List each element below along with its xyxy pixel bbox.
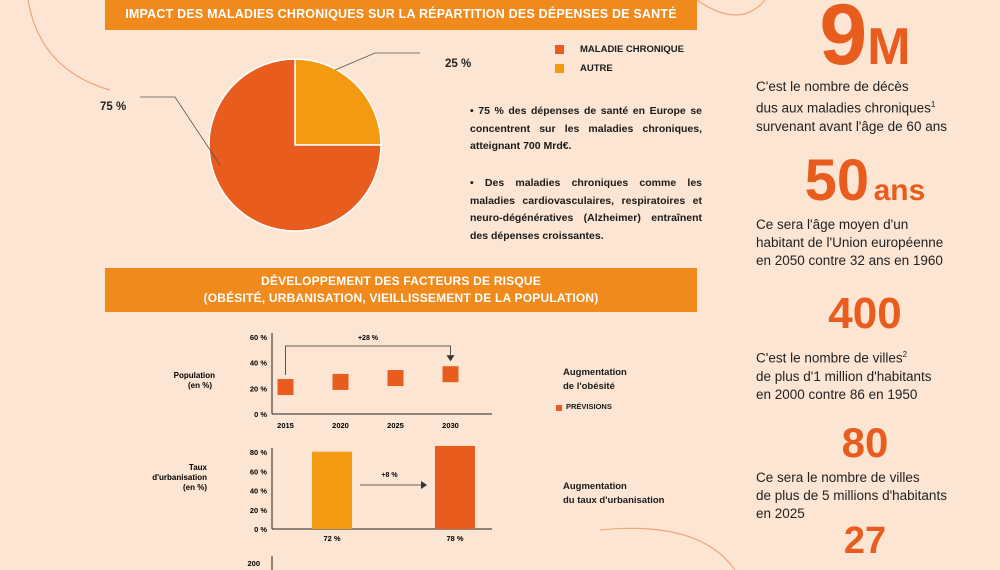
stat-age-line3: en 2050 contre 32 ans en 1960 [756,253,943,268]
obesity-ytick-label: 0 % [254,410,267,419]
stat-megacities-line2: de plus de 5 millions d'habitants [756,488,947,503]
population-ageing-chart [160,552,520,570]
obesity-point [333,374,349,390]
legend-swatch-other [555,64,564,73]
urbanisation-ytick-label: 20 % [249,505,267,515]
urbanisation-bar [435,446,475,529]
pie-note-2: • Des maladies chroniques comme les maladies cardiovasculaires, respiratoires et neuro-dégénératives (Alzheimer) entraînent des dépenses croissantes. [470,177,702,242]
stat-deaths-line3: survenant avant l'âge de 60 ans [756,118,947,134]
obesity-xtick-label: 2020 [332,421,349,430]
stat-cities-footnote: 2 [902,350,908,359]
pie-leader-other [335,53,420,70]
obesity-chart [160,325,520,435]
obesity-ylabel-line2: (en %) [188,381,212,390]
legend-swatch-chronic [555,45,564,54]
obesity-ytick-label: 20 % [249,384,267,394]
urbanisation-title-line2: du taux d'urbanisation [563,495,665,506]
stat-cities-text [756,346,932,404]
urbanisation-data-label: 72 % [323,534,341,543]
obesity-xtick-label: 2030 [442,421,459,430]
urbanisation-bar [312,452,352,529]
obesity-xtick-label: 2015 [277,421,294,430]
stat-deaths-unit: M [867,18,911,76]
stat-cities [800,289,930,338]
pie-label-other: 25 % [445,58,472,70]
risk-factors-title-line2: (OBÉSITÉ, URBANISATION, VIEILLISSEMENT DE LA POPULATION) [203,291,599,305]
bottom-curve-outline [600,528,735,570]
stat-megacities-text [756,469,947,523]
urbanisation-ylabel-line: d'urbanisation [152,473,207,482]
urbanisation-chart [152,440,520,550]
risk-factors-banner [105,268,697,312]
stat-cities-line2: de plus d'1 million d'habitants [756,368,932,384]
stat-27-value: 27 [843,520,887,562]
stat-megacities-line1: Ce sera le nombre de villes [756,470,920,485]
urbanisation-ytick-label: 80 % [249,448,267,457]
obesity-title-line1: Augmentation [563,367,627,378]
urbanisation-ytick-label: 0 % [254,525,267,534]
obesity-annotation-label: +28 % [357,335,379,342]
pie-note-1: • 75 % des dépenses de santé en Europe se concentrent sur les maladies chroniques, atteignant 700 Mrd€. [470,105,702,152]
legend-label-other: AUTRE [580,63,613,74]
obesity-chart-title [563,366,627,394]
risk-factors-title-line1: DÉVELOPPEMENT DES FACTEURS DE RISQUE [261,274,541,288]
urbanisation-ytick-label: 60 % [249,467,267,477]
obesity-ytick-label: 40 % [249,358,267,368]
obesity-point [388,370,404,386]
pie-label-chronic: 75 % [100,101,127,113]
stat-deaths [790,0,940,83]
stat-cities-line1-wrap [756,346,932,368]
left-curve-outline [28,0,110,90]
obesity-ytick-label: 60 % [249,333,267,342]
urbanisation-ylabel-line: (en %) [183,483,207,492]
stat-cities-line3: en 2000 contre 86 en 1950 [756,386,918,402]
obesity-title-line2: de l'obésité [563,381,615,392]
urbanisation-arrow-head-icon [421,481,427,489]
stat-megacities-line3: en 2025 [756,506,805,521]
stat-age-value: 50 [804,148,870,213]
forecast-legend-label: PRÉVISIONS [566,402,612,411]
stat-age [780,148,950,213]
urbanisation-annotation-label: +8 % [381,472,398,479]
stat-deaths-line2: dus aux maladies chroniques [756,100,931,116]
obesity-annotation-arrow [286,346,451,375]
stat-deaths-value: 9 [819,0,868,83]
stat-deaths-footnote: 1 [930,100,936,109]
urbanisation-title-line1: Augmentation [563,481,627,492]
obesity-ylabel-line1: Population [173,371,215,380]
stat-deaths-line2-wrap [756,96,947,118]
urbanisation-data-label: 78 % [446,534,464,543]
urbanisation-ytick-label: 40 % [249,486,267,496]
header-banner: IMPACT DES MALADIES CHRONIQUES SUR LA RÉPARTITION DES DÉPENSES DE SANTÉ [105,0,697,30]
pie-chart [100,45,472,260]
stat-deaths-text [756,78,947,136]
stat-cities-line1: C'est le nombre de villes [756,350,903,366]
stat-age-line2: habitant de l'Union européenne [756,235,944,250]
stat-megacities-value: 80 [841,419,889,466]
stat-age-unit: ans [873,174,926,207]
obesity-point [443,366,459,382]
ageing-ytick-label: 200 [247,559,260,568]
obesity-point [278,379,294,395]
stat-megacities [800,419,930,466]
stat-age-text [756,216,943,270]
stat-cities-value: 400 [828,289,902,338]
stat-age-line1: Ce sera l'âge moyen d'un [756,217,909,232]
top-right-curve-outline [697,0,765,15]
obesity-arrow-head-icon [447,355,455,361]
obesity-xtick-label: 2025 [387,421,404,430]
stat-deaths-line1: C'est le nombre de décès [756,79,909,94]
forecast-legend-swatch [556,405,562,411]
pie-slice-other [295,59,381,145]
legend-label-chronic: MALADIE CHRONIQUE [580,44,684,55]
urbanisation-ylabel-line: Taux [188,463,207,472]
pie-leader-chronic [140,97,220,165]
stat-27 [800,522,930,562]
urbanisation-chart-title [563,480,665,508]
